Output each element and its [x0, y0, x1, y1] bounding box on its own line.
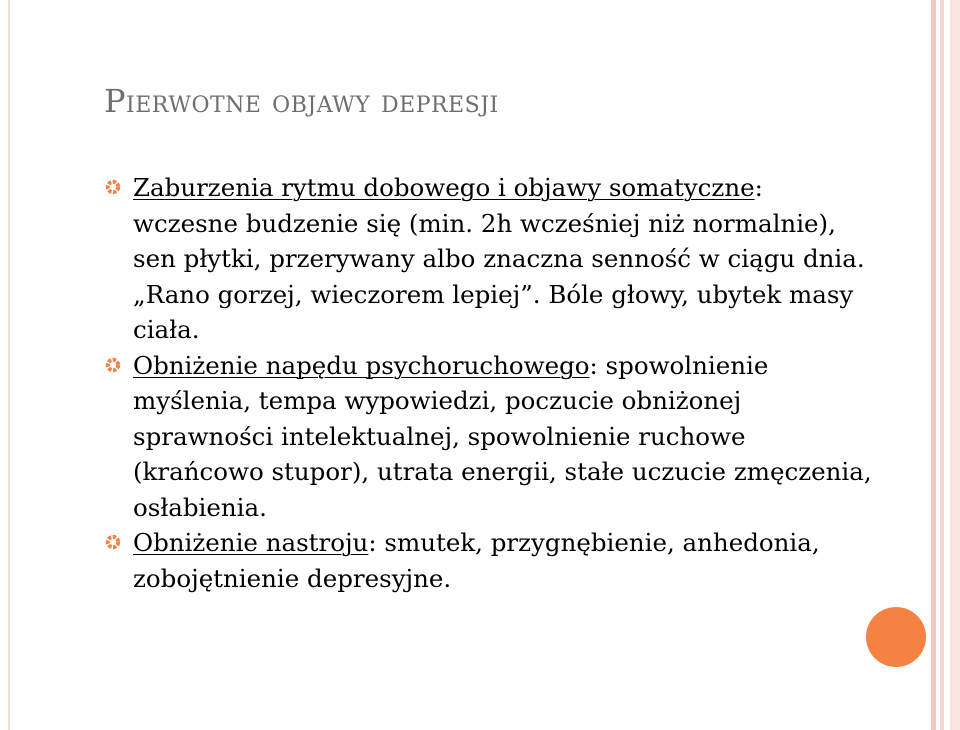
- bullet-heading: Obniżenie napędu psychoruchowego: [133, 350, 590, 380]
- bullet-heading: Zaburzenia rytmu dobowego i objawy somatyczne: [133, 173, 755, 202]
- left-border-line: [8, 0, 10, 730]
- bullet-item: [104, 170, 874, 348]
- bullet-text: : spowolnienie myślenia, tempa wypowiedzi, poczucie obniżonej sprawności intelektualnej, spowolnienie ruchowe (krańcowo stupor), utrata energii, stałe uczucie zmęczenia, osłabienia.: [133, 350, 872, 522]
- bullet-item: [104, 525, 874, 596]
- bullet-ring-icon: [104, 178, 122, 196]
- bullet-ring-icon: [104, 533, 122, 551]
- bullet-text: : smutek, przygnębienie, anhedonia, zobojętnienie depresyjne.: [133, 528, 820, 593]
- right-decor-stripe: [931, 0, 936, 730]
- bullet-text: : wczesne budzenie się (min. 2h wcześniej niż normalnie), sen płytki, przerywany albo znaczna senność w ciągu dnia. „Rano gorzej, wieczorem lepiej”. Bóle głowy, ubytek masy ciała.: [133, 173, 865, 344]
- bullet-list: [104, 170, 874, 596]
- slide-title: Pierwotne objawy depresji: [104, 82, 499, 120]
- right-decor-stripe: [940, 0, 944, 730]
- bullet-ring-icon: [104, 356, 122, 374]
- orange-circle-decoration: [866, 607, 926, 667]
- bullet-item: [104, 348, 874, 526]
- bullet-heading: Obniżenie nastroju: [133, 528, 369, 557]
- right-decor-stripe: [950, 0, 960, 730]
